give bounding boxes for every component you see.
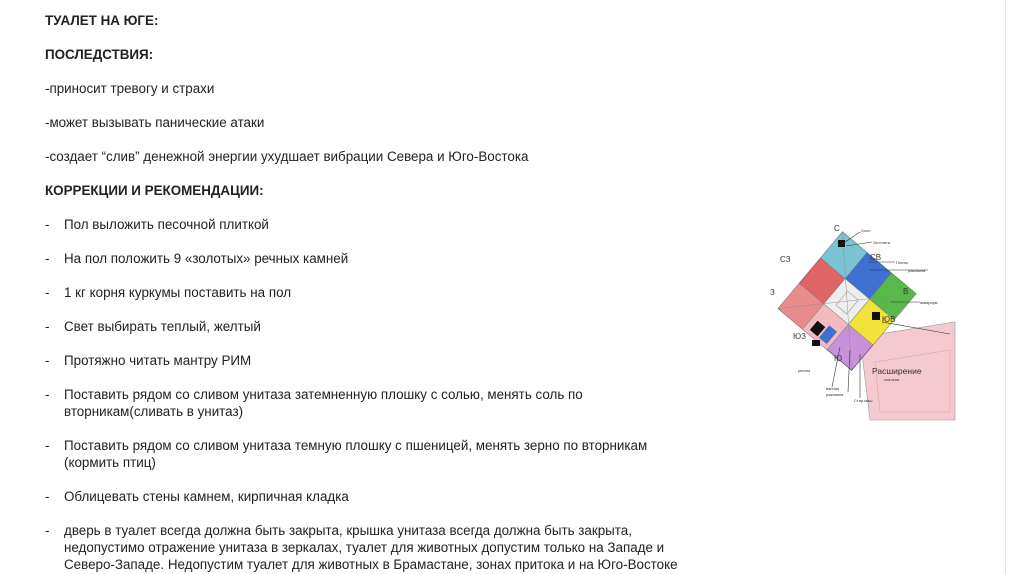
recommendation-text [64, 437, 745, 471]
bullet-marker: - [45, 251, 50, 266]
note-washer: Стир.маш [854, 398, 873, 403]
recommendation-item [45, 250, 745, 267]
consequences-heading: ПОСЛЕДСТВИЯ: [45, 47, 154, 62]
corrections-heading: КОРРЕКЦИИ И РЕКОМЕНДАЦИИ: [45, 183, 264, 198]
floor-plan-svg [760, 222, 960, 422]
recommendation-text: Облицевать стены камнем, кирпичная кладка [64, 489, 349, 504]
dir-nw-label: СЗ [780, 255, 791, 264]
note-sink: раковина [908, 268, 926, 273]
recommendation-text: На пол положить 9 «золотых» речных камней [64, 251, 349, 266]
dir-e-label: В [903, 287, 909, 296]
recommendation-line: Поставить рядом со сливом унитаза темную плошку с пшеницей, менять зерно по вторникам [64, 438, 648, 453]
recommendation-text [64, 522, 745, 573]
recommendation-item [45, 437, 745, 471]
text-column [45, 12, 745, 573]
recommendation-text [64, 386, 745, 420]
recommendation-item [45, 488, 745, 505]
extension-label: Расширение [872, 366, 922, 376]
dir-sw-label: ЮЗ [793, 332, 806, 341]
recommendation-item [45, 284, 745, 301]
recommendation-line: Северо-Западе. Недопустим туалет для животных в Брамастане, зонах притока и на Юго-Востоке [64, 557, 678, 572]
bullet-marker: - [45, 523, 50, 538]
recommendation-text: Протяжно читать мантру РИМ [64, 353, 252, 368]
note-sink-s: раковина [826, 392, 844, 397]
dir-ne-label: СВ [870, 253, 882, 262]
dir-se-label: ЮВ [882, 315, 896, 324]
bullet-marker: - [45, 217, 50, 232]
bullet-marker: - [45, 319, 50, 334]
recommendation-line: Поставить рядом со сливом унитаза затемненную плошку с солью, менять соль по [64, 387, 583, 402]
recommendation-line: недопустимо отражение унитаза в зеркалах, туалет для животных допустим только на Западе и [64, 540, 665, 555]
note-stove: Эл.плита [873, 240, 890, 245]
bullet-marker: - [45, 489, 50, 504]
recommendation-item [45, 318, 745, 335]
slide-edge-divider [1005, 0, 1006, 574]
consequence-item: -может вызывать панические атаки [45, 115, 265, 130]
document-title: ТУАЛЕТ НА ЮГЕ: [45, 13, 159, 28]
note-plates: Плиты [896, 260, 909, 265]
dir-s-label: Ю [834, 354, 843, 363]
floor-plan-figure [760, 222, 960, 422]
recommendation-line: дверь в туалет всегда должна быть закрыта, крышка унитаза всегда должна быть закрыта, [64, 523, 632, 538]
note-aquarium: аквариум [920, 300, 938, 305]
recommendation-text: 1 кг корня куркумы поставить на пол [64, 285, 292, 300]
recommendation-item [45, 216, 745, 233]
extension-sublabel: спальня [884, 377, 900, 382]
recommendation-item [45, 386, 745, 420]
bullet-marker: - [45, 353, 50, 368]
consequence-item: -создает “слив” денежной энергии ухудшает вибрации Севера и Юго-Востока [45, 149, 529, 164]
recommendation-text: Пол выложить песочной плиткой [64, 217, 269, 232]
bullet-marker: - [45, 438, 50, 453]
dir-n-label: С [834, 224, 840, 233]
bullet-marker: - [45, 285, 50, 300]
recommendation-line: (кормить птиц) [64, 455, 156, 470]
consequence-item: -приносит тревогу и страхи [45, 81, 215, 96]
note-hall: Холл [861, 228, 871, 233]
recommendation-line: вторникам(сливать в унитаз) [64, 404, 244, 419]
recommendation-item [45, 522, 745, 573]
note-toilet: унитаз [798, 368, 811, 373]
bullet-marker: - [45, 387, 50, 402]
recommendation-text: Свет выбирать теплый, желтый [64, 319, 261, 334]
dir-w-label: З [770, 288, 775, 297]
note-bath: ванная [826, 386, 840, 391]
recommendation-item [45, 352, 745, 369]
